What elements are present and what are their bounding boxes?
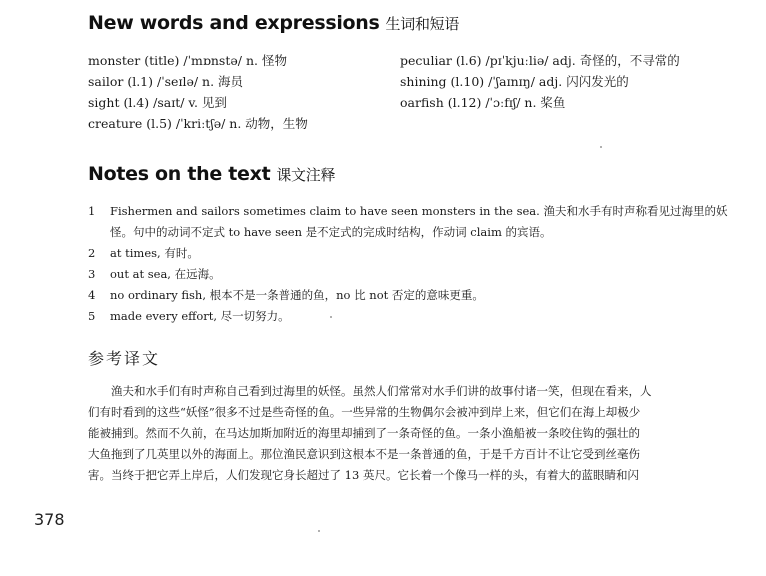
translation-line: 渔夫和水手们有时声称自己看到过海里的妖怪。虽然人们常常对水手们讲的故事付诸一笑，但现在看来，人 xyxy=(111,384,652,398)
translation-paragraph xyxy=(88,381,652,486)
note-text: made every effort, 尽一切努力。 xyxy=(110,309,290,323)
new-words-heading-en: New words and expressions xyxy=(88,12,380,34)
translation-line: 们有时看到的这些“妖怪”很多不过是些奇怪的鱼。一些异常的生物偶尔会被冲到岸上来，但它们在海上却极少 xyxy=(88,405,641,419)
translation-title: 参考译文 xyxy=(88,349,161,368)
scan-speck xyxy=(600,146,602,148)
note-text: Fishermen and sailors sometimes claim to have seen monsters in the sea. 渔夫和水手有时声称看见过海里的妖 xyxy=(110,204,728,218)
vocab-item: sailor (l.1) /ˈseɪlə/ n. 海员 xyxy=(88,74,244,89)
note-item xyxy=(88,264,727,285)
vocab-item: creature (l.5) /ˈkriːtʃə/ n. 动物，生物 xyxy=(88,116,308,131)
note-number: 1 xyxy=(88,204,96,218)
vocab-right-column xyxy=(400,50,680,113)
note-item xyxy=(88,306,727,327)
vocab-item: shining (l.10) /ˈʃaɪnɪŋ/ adj. 闪闪发光的 xyxy=(400,74,629,89)
note-text: at times, 有时。 xyxy=(110,246,199,260)
note-text-continued: 怪。句中的动词不定式 to have seen 是不定式的完成时结构，作动词 claim 的宾语。 xyxy=(110,225,552,239)
note-number: 5 xyxy=(88,309,96,323)
notes-heading-en: Notes on the text xyxy=(88,163,271,185)
notes-heading-cn: 课文注释 xyxy=(276,166,336,184)
vocab-item: sight (l.4) /saɪt/ v. 见到 xyxy=(88,95,227,110)
note-item xyxy=(88,285,727,306)
scan-speck xyxy=(330,316,332,318)
vocab-left-column xyxy=(88,50,308,134)
note-item xyxy=(88,201,727,243)
translation-line: 大鱼拖到了几英里以外的海面上。那位渔民意识到这根本不是一条普通的鱼，于是千方百计不让它受到丝毫伤 xyxy=(88,447,640,461)
note-text: no ordinary fish, 根本不是一条普通的鱼，no 比 not 否定的意味更重。 xyxy=(110,288,484,302)
new-words-heading xyxy=(88,12,459,34)
scan-speck xyxy=(318,530,320,532)
vocab-item: monster (title) /ˈmɒnstə/ n. 怪物 xyxy=(88,53,287,68)
page-number: 378 xyxy=(34,510,65,529)
notes-heading xyxy=(88,163,335,185)
note-text: out at sea, 在远海。 xyxy=(110,267,221,281)
note-number: 4 xyxy=(88,288,96,302)
note-item xyxy=(88,243,727,264)
note-number: 2 xyxy=(88,246,96,260)
translation-line: 能被捕到。然而不久前，在马达加斯加附近的海里却捕到了一条奇怪的鱼。一条小渔船被一条咬住钩的强壮的 xyxy=(88,426,640,440)
vocab-item: oarfish (l.12) /ˈɔːfɪʃ/ n. 桨鱼 xyxy=(400,95,566,110)
translation-line: 害。当终于把它弄上岸后，人们发现它身长超过了 13 英尺。它长着一个像马一样的头，有着大的蓝眼睛和闪 xyxy=(88,468,639,482)
vocab-item: peculiar (l.6) /pɪˈkjuːliə/ adj. 奇怪的，不寻常的 xyxy=(400,53,680,68)
note-number: 3 xyxy=(88,267,96,281)
notes-list xyxy=(88,201,727,327)
new-words-heading-cn: 生词和短语 xyxy=(385,15,460,33)
